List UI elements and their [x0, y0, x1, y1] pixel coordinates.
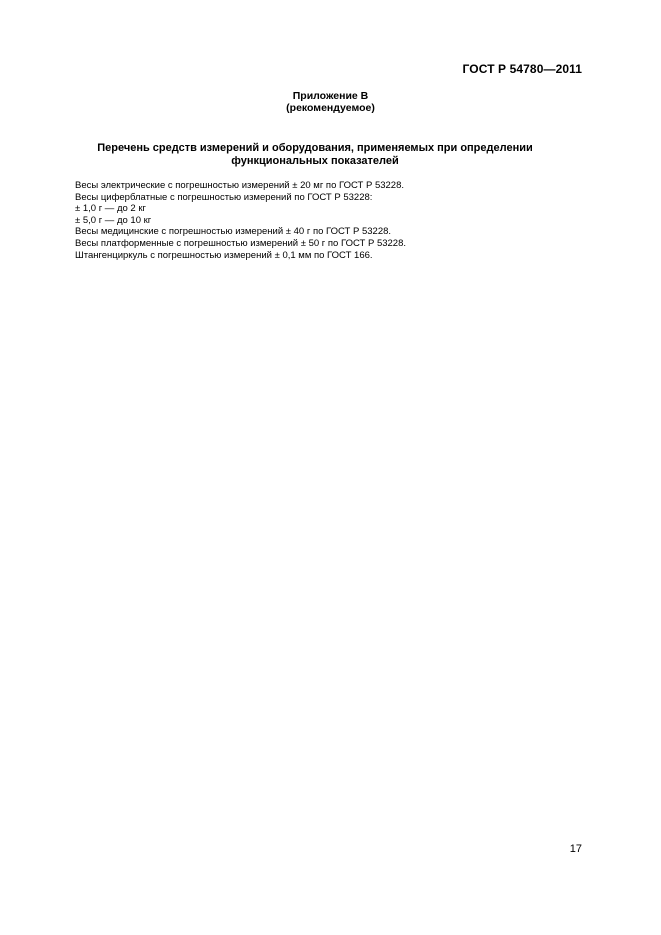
appendix-status: (рекомендуемое) — [286, 102, 375, 114]
list-item: Штангенциркуль с погрешностью измерений ± 0,1 мм по ГОСТ 166. — [75, 249, 373, 261]
section-title-line-2: функциональных показателей — [231, 155, 399, 167]
list-item: ± 1,0 г — до 2 кг — [75, 203, 146, 215]
list-item: Весы платформенные с погрешностью измерений ± 50 г по ГОСТ Р 53228. — [75, 237, 407, 249]
equipment-list — [75, 180, 585, 261]
list-item: Весы циферблатные с погрешностью измерений по ГОСТ Р 53228: — [75, 191, 373, 203]
page-number: 17 — [569, 843, 582, 855]
list-item: ± 5,0 г — до 10 кг — [75, 214, 152, 226]
section-title-line-1: Перечень средств измерений и оборудования, применяемых при определении — [97, 142, 533, 154]
list-item: Весы электрические с погрешностью измерений ± 20 мг по ГОСТ Р 53228. — [75, 180, 405, 191]
list-item: Весы медицинские с погрешностью измерений ± 40 г по ГОСТ Р 53228. — [75, 226, 392, 238]
appendix-label: Приложение В — [292, 90, 369, 102]
section-title — [80, 142, 550, 168]
document-standard-code: ГОСТ Р 54780—2011 — [462, 62, 582, 76]
appendix-heading — [0, 90, 661, 114]
